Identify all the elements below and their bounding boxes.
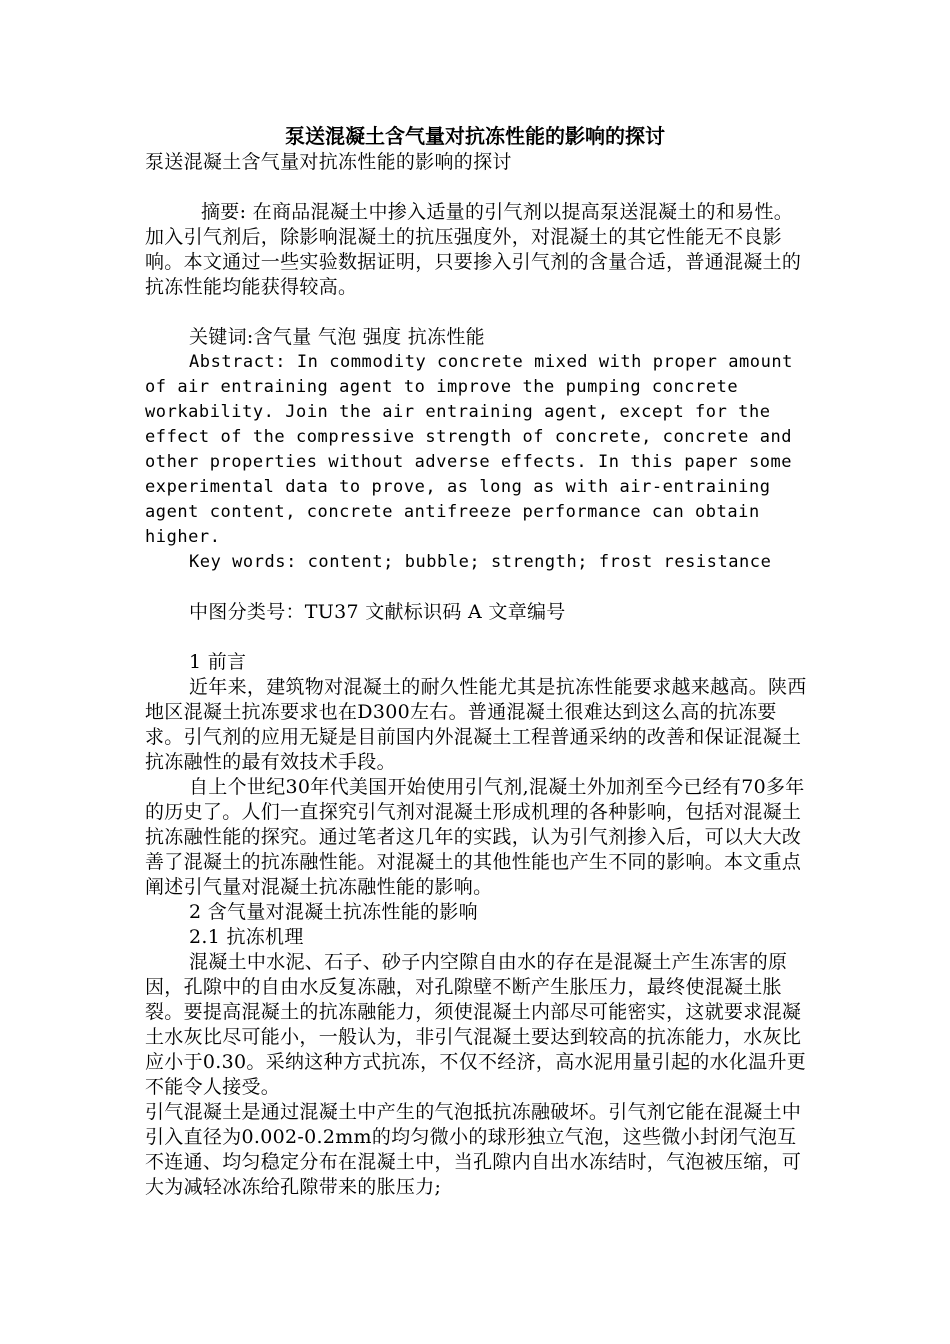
document-subtitle: 泵送混凝土含气量对抗冻性能的影响的探讨	[145, 151, 512, 173]
abstract-chinese: 摘要: 在商品混凝土中掺入适量的引气剂以提高泵送混凝土的和易性。加入引气剂后，除影响混凝土的抗压强度外，对混凝土的其它性能无不良影响。本文通过一些实验数据证明，只要掺入引气剂的含量合适，普通混凝土的抗冻性能均能获得较高。	[145, 201, 802, 298]
classification-line: 中图分类号：TU37 文献标识码 A 文章编号	[189, 601, 566, 623]
section-heading-1: 1 前言	[189, 651, 247, 673]
spacer	[145, 575, 807, 600]
section-1-paragraph-1: 近年来，建筑物对混凝土的耐久性能尤其是抗冻性能要求越来越高。陕西地区混凝土抗冻要求也在D300左右。普通混凝土很难达到这么高的抗冻要求。引气剂的应用无疑是目前国内外混凝土工程普通采纳的改善和保证混凝土抗冻融性的最有效技术手段。	[145, 676, 807, 773]
spacer	[145, 625, 807, 650]
section-1-paragraph-2: 自上个世纪30年代美国开始使用引气剂,混凝土外加剂至今已经有70多年的历史了。人们一直探究引气剂对混凝土形成机理的各种影响，包括对混凝土抗冻融性能的探究。通过笔者这几年的实践，认为引气剂掺入后，可以大大改善了混凝土的抗冻融性能。对混凝土的其他性能也产生不同的影响。本文重点阐述引气量对混凝土抗冻融性能的影响。	[145, 776, 805, 898]
abstract-english: Abstract: In commodity concrete mixed with proper amount of air entraining agent to improve the pumping concrete workability. Join the air entraining agent, except for the effect of the compressive strength of concrete, concrete and other properties without adverse effects. In this paper some experimental data to prove, as long as with air-entraining agent content, concrete antifreeze performance can obtain higher.	[145, 352, 793, 547]
document-title: 泵送混凝土含气量对抗冻性能的影响的探讨	[285, 124, 665, 148]
keywords-chinese: 关键词:含气量 气泡 强度 抗冻性能	[189, 326, 485, 348]
document-body	[145, 150, 807, 1200]
section-heading-2: 2 含气量对混凝土抗冻性能的影响	[189, 901, 478, 923]
spacer	[145, 300, 807, 325]
section-heading-2-1: 2.1 抗冻机理	[189, 926, 304, 948]
section-2-1-paragraph-1: 混凝土中水泥、石子、砂子内空隙自由水的存在是混凝土产生冻害的原因，孔隙中的自由水反复冻融，对孔隙壁不断产生胀压力，最终使混凝土胀裂。要提高混凝土的抗冻融能力，须使混凝土内部尽可能密实，这就要求混凝土水灰比尽可能小，一般认为，非引气混凝土要达到较高的抗冻能力，水灰比应小于0.30。采纳这种方式抗冻，不仅不经济，高水泥用量引起的水化温升更不能令人接受。	[145, 951, 807, 1098]
section-2-1-paragraph-2: 引气混凝土是通过混凝土中产生的气泡抵抗冻融破坏。引气剂它能在混凝土中引入直径为0.002-0.2mm的均匀微小的球形独立气泡，这些微小封闭气泡互不连通、均匀稳定分布在混凝土中，当孔隙内自出水冻结时，气泡被压缩，可大为减轻冰冻给孔隙带来的胀压力;	[145, 1101, 802, 1198]
spacer	[145, 175, 807, 200]
keywords-english: Key words: content; bubble; strength; frost resistance	[189, 552, 772, 572]
